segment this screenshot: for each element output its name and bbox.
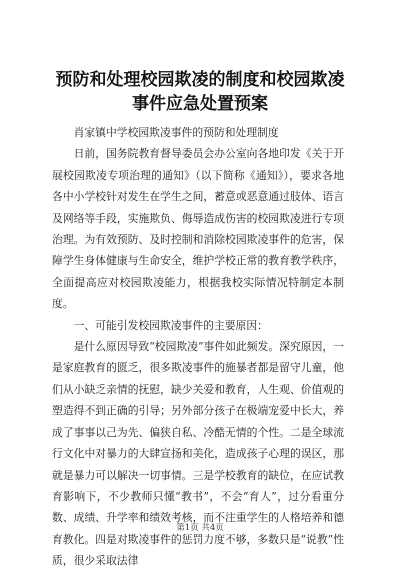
subtitle: 肖家镇中学校园欺凌事件的预防和处理制度 [73,126,279,139]
document-body [52,122,344,572]
document-title: 预防和处理校园欺凌的制度和校园欺凌事件应急处置预案 [55,70,345,114]
paragraph-causes: 是什么原因导致“校园欺凌”事件如此频发。深究原因，一是家庭教育的匮乏，很多欺凌事件的施暴者都是留守儿童，他们从小缺乏亲情的抚慰，缺少关爱和教育，人生观、价值观的塑造得不到正确的引导；另外部分孩子在极端宠爱中长大，养成了事事以己为先、偏狭自私、冷酷无情的个性。二是全球流行文化中对暴力的大肆宣扬和美化，造成孩子心理的误区，那就是暴力可以解决一切事情。三是学校教育的缺位，在应试教育影响下，不少教师只懂“教书”，不会“育人”，过分看重分数、成绩、升学率和绩效考核，而不注重学生的人格培养和德育教化。四是对欺凌事件的惩罚力度不够，多数只是“说教”性质，很少采取法律 [52,340,344,568]
section-heading: 一、可能引发校园欺凌事件的主要原因： [73,318,268,332]
paragraph-intro: 日前，国务院教育督导委员会办公室向各地印发《关于开展校园欺凌专项治理的通知》（以下简称《通知》），要求各地各中小学校针对发生在学生之间，蓄意或恶意通过肢体、语言及网络等手段，实施欺负、侮辱造成伤害的校园欺凌进行专项治理。为有效预防、及时控制和消除校园欺凌事件的危害，保障学生身体健康与生命安全，维护学校正常的教育教学秩序，全面提高应对校园欺凌能力，根据我校实际情况特制定本制度。 [52,147,344,311]
page-footer: 第1页 共4页 [176,523,224,533]
